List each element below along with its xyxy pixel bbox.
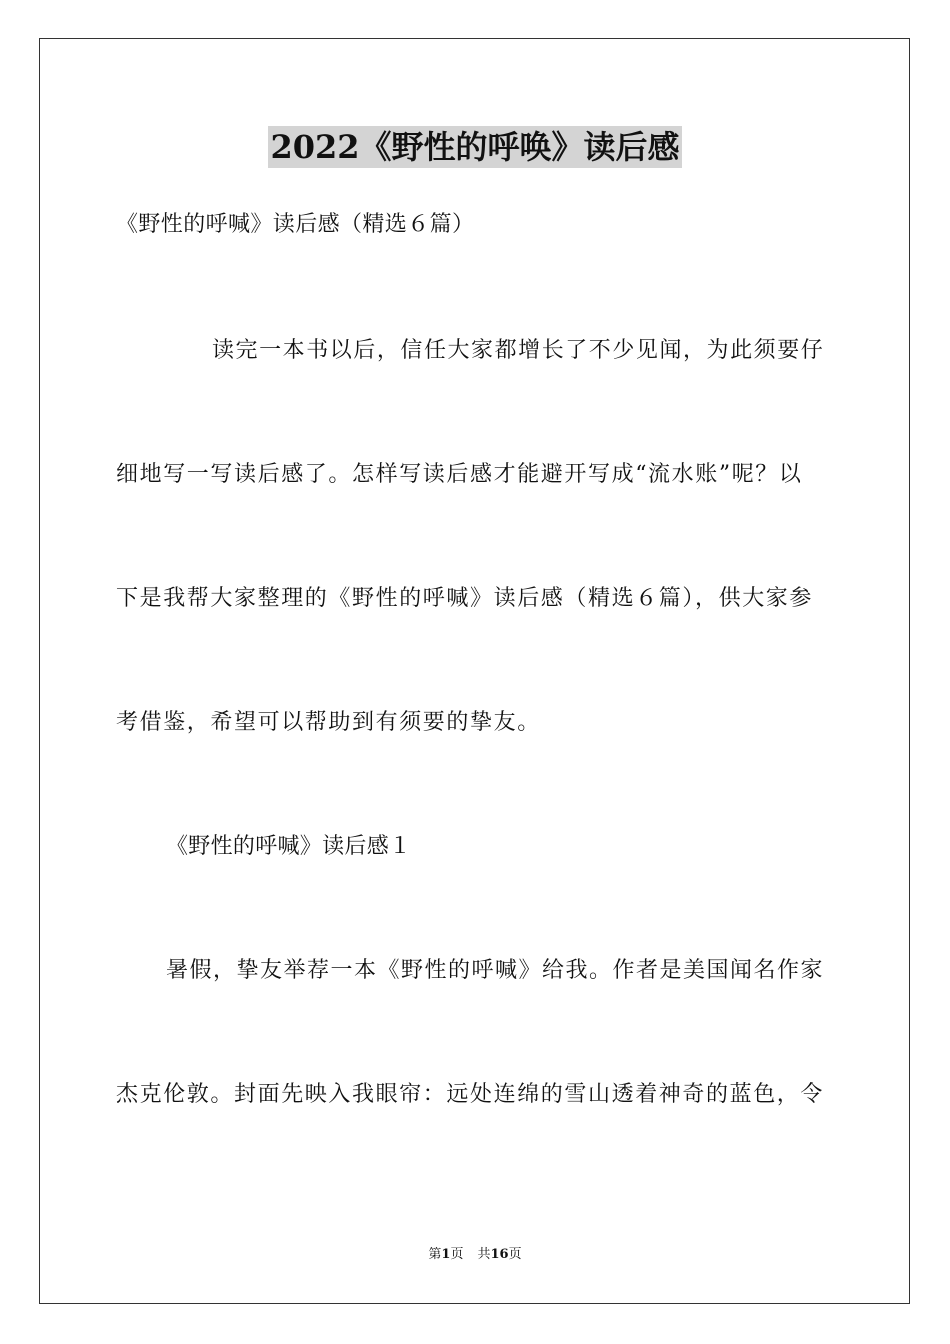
document-subtitle: 《野性的呼喊》读后感（精选６篇）: [116, 212, 475, 237]
paragraph-line: 细地写一写读后感了。怎样写读后感才能避开写成“流水账”呢？以: [116, 462, 803, 487]
page-suffix: 页: [450, 1247, 464, 1262]
section-title: 《野性的呼喊》读后感１: [166, 834, 412, 859]
total-suffix: 页: [508, 1247, 522, 1262]
section-paragraph-line: 杰克伦敦。封面先映入我眼帘：远处连绵的雪山透着神奇的蓝色，令: [116, 1082, 825, 1107]
page-number: 1: [441, 1247, 451, 1262]
paragraph-line: 读完一本书以后，信任大家都增长了不少见闻，为此须要仔: [212, 338, 825, 363]
total-prefix: 共: [477, 1247, 491, 1262]
section-paragraph-line: 暑假，挚友举荐一本《野性的呼喊》给我。作者是美国闻名作家: [166, 958, 825, 983]
document-title: 2022《野性的呼唤》读后感: [270, 128, 680, 166]
total-pages: 16: [490, 1247, 509, 1262]
page-prefix: 第: [428, 1247, 442, 1262]
page-footer: [0, 1246, 950, 1264]
paragraph-line: 考借鉴，希望可以帮助到有须要的挚友。: [116, 710, 541, 735]
title-container: [0, 126, 950, 168]
paragraph-line: 下是我帮大家整理的《野性的呼喊》读后感（精选６篇），供大家参: [116, 586, 814, 611]
